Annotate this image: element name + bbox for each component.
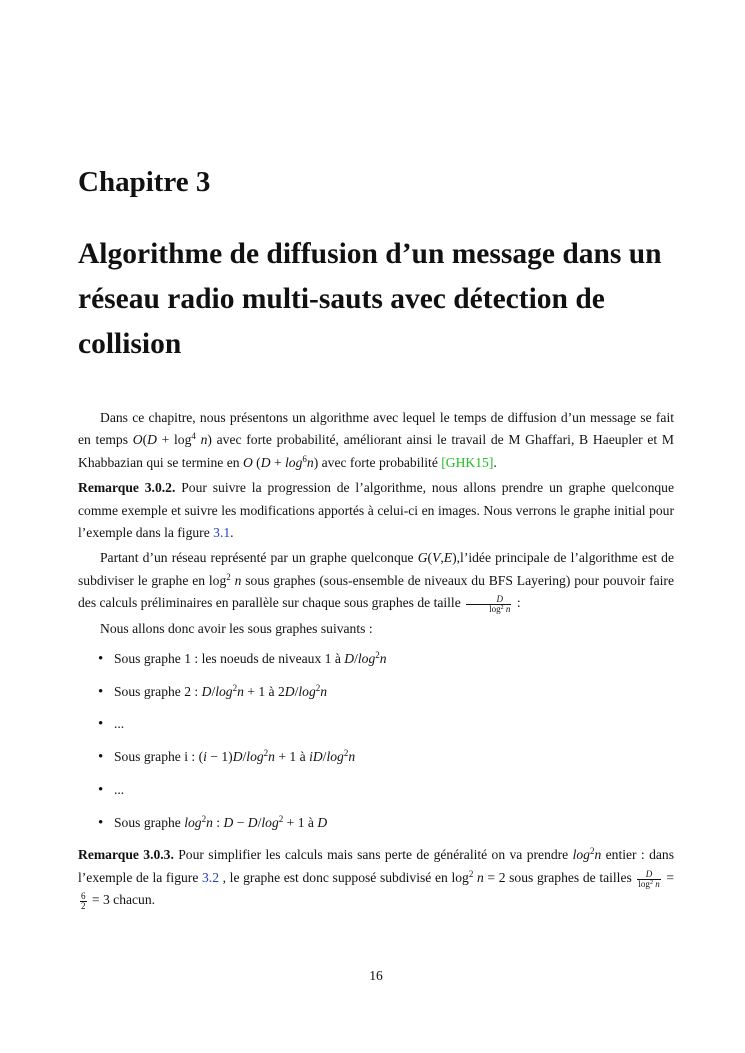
remark-label: Remarque 3.0.2. bbox=[78, 480, 176, 496]
body-text bbox=[78, 407, 674, 915]
list-item: • Sous graphe 1 : les noeuds de niveaux 1 à $D/\log^2n$ bbox=[98, 648, 674, 670]
subgraph-list bbox=[78, 648, 674, 834]
list-item: • Sous graphe 2 : $D/\log^2n + 1$ à $2D/\log^2n$ bbox=[98, 681, 674, 703]
fraction-d-over-log2n: $\frac{D}{\log^2 n}$ bbox=[638, 868, 660, 889]
list-intro: Nous allons donc avoir les sous graphes suivants : bbox=[100, 620, 373, 636]
list-item: • Sous graphe i : $(i - 1)D/\log^2n + 1$ à $iD/\log^2n$ bbox=[98, 746, 674, 768]
figure-ref-link[interactable]: 3.1 bbox=[213, 525, 231, 541]
remark-3-0-3: Remarque 3.0.3. Pour simplifier les calculs mais sans perte de généralité on va prendre $\log^2n$ entier : dans l’exemple de la figure 3.2 , le graphe est donc supposé subdivisé en $\log^2 n = 2$ sous graphes de tailles $\frac{D}{\log^2 n}$ = $\frac{6}{2}$ = 3 chacun. bbox=[78, 846, 674, 912]
list-item: • Sous graphe $\log^2n$ : $D - D/\log^2 + 1$ à D bbox=[98, 812, 674, 834]
figure-ref-link[interactable]: 3.2 bbox=[202, 869, 219, 885]
remark-label: Remarque 3.0.3. bbox=[78, 847, 174, 863]
fraction-d-over-log2n: $\frac{D}{\log^2 n}$ bbox=[466, 595, 511, 614]
page-number: 16 bbox=[369, 968, 383, 983]
remark-3-0-2: Remarque 3.0.2. Pour suivre la progression de l’algorithme, nous allons prendre un graphe quelconque comme exemple et suivre les modifications apportés à celui-ci en images. Nous verrons le graphe initial pour l’exemple dans la figure 3.1. bbox=[78, 480, 674, 541]
citation-link[interactable]: [GHK15] bbox=[441, 454, 494, 470]
list-item: • ... bbox=[98, 713, 674, 735]
chapter-label: Chapitre 3 bbox=[78, 166, 211, 198]
chapter-title: Algorithme de diffusion d’un message dans un réseau radio multi-sauts avec détection de collision bbox=[78, 238, 662, 360]
fraction-six-over-two: $\frac{6}{2}$ bbox=[81, 891, 86, 912]
paragraph-subdivision: Partant d’un réseau représenté par un graphe quelconque G(V,E),l’idée principale de l’algorithme est de subdiviser le graphe en $\log^2 n$ sous graphes (sous-ensemble de niveaux du BFS Layering) pour pouvoir faire des calculs préliminaires en parallèle sur chaque sous graphes de taille $\frac{D}{\log^2 n}$ : bbox=[78, 550, 674, 615]
list-item: • ... bbox=[98, 779, 674, 801]
intro-paragraph: Dans ce chapitre, nous présentons un algorithme avec lequel le temps de diffusion d’un message se fait en temps $O(D + \log^4 n)$ avec forte probabilité, améliorant ainsi le travail de M Ghaffari, B Haeupler et M Khabbazian qui se termine en O $(D + \log^6n)$ avec forte probabilité [GHK15]. bbox=[78, 410, 674, 470]
